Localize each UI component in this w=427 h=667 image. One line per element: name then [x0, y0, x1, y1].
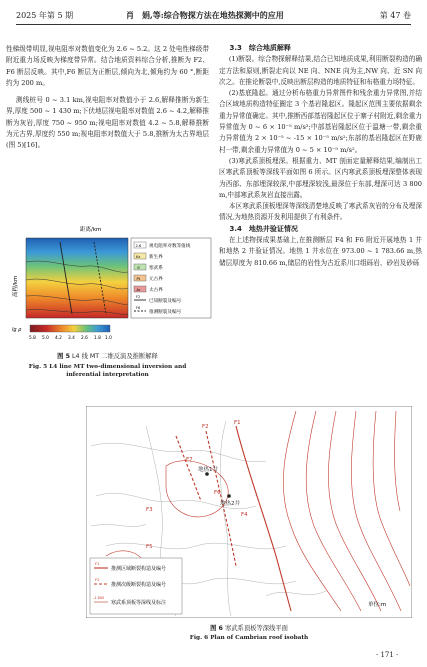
svg-text:寒武系: 寒武系: [149, 266, 163, 271]
svg-text:F6: F6: [136, 306, 141, 310]
svg-text:F1: F1: [95, 561, 100, 566]
x-axis-title: 距离/km: [80, 227, 102, 233]
paragraph: (3)寒武系顶板埋深。根据重力、MT 剖面定量解释结果,编制出工区寒武系顶板等深线平面如图 6 所示。区内寒武系顶板埋深整体表现为西部、东部埋深较深,中部埋深较浅,最深位于东部,埋深可达 3 800 m,中部寒武系灰岩直接出露。: [219, 156, 422, 199]
svg-text:2.6: 2.6: [81, 336, 88, 341]
svg-text:太古界: 太古界: [149, 288, 163, 293]
paragraph: 本区寒武系顶板埋深等深线清楚地反映了寒武系灰岩的分布及埋深情况,为地热资源开发利用提供了有利条件。: [219, 202, 422, 222]
svg-text:推测区域断裂构造及编号: 推测区域断裂构造及编号: [111, 566, 167, 572]
article-running-title: 肖 娟,等:综合物探方法在地热探测中的应用: [126, 10, 284, 20]
svg-text:推测断裂及编号: 推测断裂及编号: [149, 310, 182, 315]
svg-text:5.0: 5.0: [42, 336, 49, 341]
svg-text:F5: F5: [146, 544, 153, 550]
running-header: [16, 10, 411, 24]
paragraph: (1)断裂。综合物探解释结果,结合已知地质成果,利用断裂构造的确定方法和原则,断裂走向以 NE 向、NNE 向为主,NW 向、近 SN 向次之。在推论断裂中,反映出断层构造的地质特征和布格重力场特征。: [219, 55, 422, 86]
left-column-text: [6, 44, 209, 152]
page-number: · 171 ·: [376, 651, 399, 659]
svg-text:3.4: 3.4: [68, 336, 75, 341]
svg-text:F2: F2: [136, 295, 141, 299]
section-heading: 3.3 综合地质解释: [229, 44, 291, 52]
svg-text:地热2井: 地热2井: [220, 501, 240, 507]
svg-text:F4: F4: [241, 512, 248, 518]
map-unit-label: 单位:m: [368, 602, 387, 608]
svg-text:5.8: 5.8: [29, 336, 36, 341]
svg-text:4.2: 4.2: [55, 336, 62, 341]
svg-text:F1: F1: [234, 420, 241, 426]
figure-6-caption-en: Fig. 6 Plan of Cambrian roof isobath: [189, 635, 309, 641]
svg-text:视电阻率对数等值线: 视电阻率对数等值线: [149, 244, 191, 249]
figure-5-mt-section: [8, 222, 213, 348]
colorbar: [30, 325, 110, 332]
journal-issue: 2025 年第 5 期: [16, 11, 74, 20]
figure-6-isobath-map: [86, 406, 412, 618]
header-rule: [16, 24, 411, 25]
figure-5-caption-en: Fig. 5 L4 line MT two-dimensional inversion and inferential interpretation: [28, 364, 187, 378]
y-axis-title: 高程/km: [13, 275, 19, 297]
paragraph: 测线桩号 0 ~ 3.1 km,视电阻率对数值小于 2.6,解释推断为新生界,厚度 500 ~ 1 430 m;下伏地层视电阻率对数值 2.6 ~ 4.2,解释推断为灰岩,厚度 750 ~ 950 m;视电阻率对数值 4.2 ~ 5.8,解释推断为元古界,厚度约 550 m;视电阻率对数值大于 5.8,推断为太古界地层(图 5)[16]。: [6, 96, 209, 150]
right-column-text: [219, 43, 422, 269]
figure-5-caption-cn: 图 5 L4 线 MT 二维反演及推断解释: [57, 353, 158, 360]
svg-text:已知断裂及编号: 已知断裂及编号: [149, 299, 182, 304]
svg-text:F3: F3: [146, 507, 153, 513]
svg-text:1.0: 1.0: [105, 336, 112, 341]
svg-text:地热1井: 地热1井: [198, 467, 218, 473]
svg-text:∈: ∈: [137, 266, 141, 270]
svg-text:F2: F2: [95, 577, 100, 582]
paragraph: 在上述物探成果基础上,在推测断层 F4 和 F6 附近开展地热 1 井和地热 2 井验证情况。地热 1 井水位在 973.00 ~ 1 783.66 m,热储层厚度为 810.66 m,储层的岩性为古近系川口组砾岩、砂岩及砂砾: [219, 236, 422, 267]
colorbar-ticks: [29, 335, 112, 341]
colorbar-label: lg ρ: [12, 327, 22, 333]
svg-text:新生界: 新生界: [149, 255, 163, 260]
well-marker: [227, 494, 231, 498]
paragraph: (2)基底隆起。通过分析布格重力异常图件和残余重力异常图,并结合区域地质构造特征圈定 3 个基岩隆起区。隆起区范围主要依据剩余重力异常值确定。其中,推断西部基岩隆起区位于寨子村附近,剩余重力异常值为 0 ~ 6 × 10⁻⁵ m/s²;中部基岩隆起区位于温塘一带,剩余重力异常值为 2 × 10⁻⁵ ~ -15 × 10⁻⁵ m/s²;东部的基岩隆起区在野鹿村一带,剩余重力异常值为 0 ~ 5 × 10⁻⁵ m/s²。: [219, 89, 422, 154]
svg-text:F6: F6: [214, 490, 221, 496]
svg-text:寒武系顶板等深线及标注: 寒武系顶板等深线及标注: [111, 600, 167, 606]
svg-text:2.6: 2.6: [135, 244, 142, 248]
figure-6-legend: [90, 558, 182, 614]
svg-text:元古界: 元古界: [149, 277, 163, 282]
svg-text:-1 800: -1 800: [93, 596, 105, 600]
svg-text:Ar: Ar: [136, 288, 141, 292]
svg-text:1.8: 1.8: [94, 336, 101, 341]
figure-6-caption-cn: 图 6 寒武系顶板等深线平面: [210, 625, 288, 632]
svg-text:F7: F7: [186, 457, 193, 463]
section-heading: 3.4 地热井验证情况: [229, 224, 298, 233]
svg-text:推测次级断裂构造及编号: 推测次级断裂构造及编号: [111, 582, 167, 588]
svg-text:Kz: Kz: [136, 255, 141, 259]
svg-text:Pt: Pt: [136, 277, 141, 281]
section-image: [26, 238, 128, 318]
paragraph: 性梯级带明显,视电阻率对数值变化为 2.6 ~ 5.2。这 2 处电性梯级带附近重力场反映为梯度带异常。结合地质资料综合分析,推断为 F2、F6 断层反映。其中,F6 断层为正断层,倾向为北,倾角约为 60 °,断距约为 200 m。: [6, 45, 209, 87]
svg-text:F2: F2: [202, 424, 209, 430]
volume-number: 第 47 卷: [379, 11, 411, 20]
